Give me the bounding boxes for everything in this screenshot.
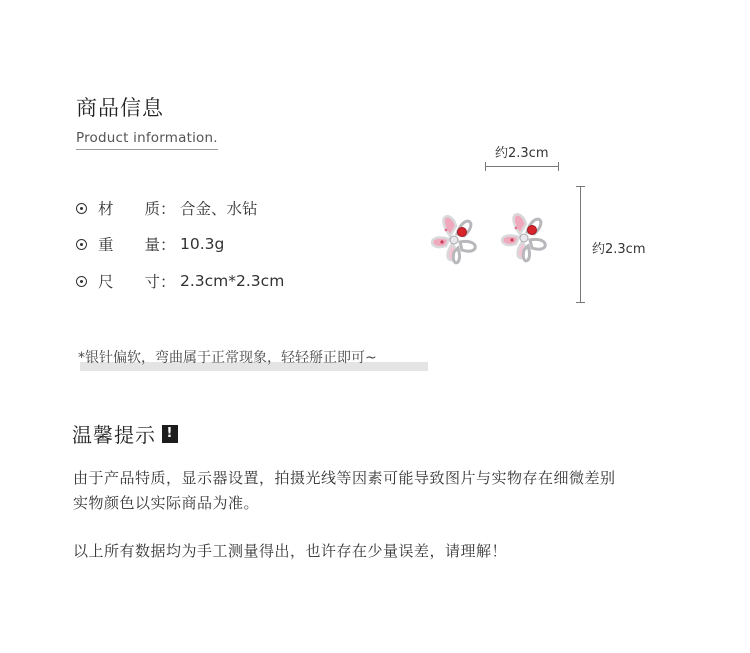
width-line-cap: [485, 162, 486, 171]
height-line: [580, 186, 581, 303]
spec-label: 尺 寸：: [98, 273, 176, 291]
left-earring: [432, 216, 475, 263]
care-note: *银针偏软，弯曲属于正常现象，轻轻掰正即可~: [78, 350, 377, 366]
width-label: 约2.3cm: [495, 146, 549, 161]
tips-line-1: 由于产品特质，显示器设置，拍摄光线等因素可能导致图片与实物存在细微差别: [73, 469, 616, 487]
bullet-icon: [76, 239, 87, 250]
tips-title-text: 温馨提示: [72, 423, 156, 447]
bullet-icon: [76, 203, 87, 214]
tips-line-2: 实物颜色以实际商品为准。: [73, 494, 260, 512]
spec-label: 材 质：: [98, 200, 176, 218]
bullet-icon: [76, 276, 87, 287]
spec-row-weight: [76, 232, 224, 256]
subtitle-underline: [76, 149, 218, 150]
height-line-cap: [576, 186, 585, 187]
earring-product-image: [420, 206, 560, 272]
spec-value: 2.3cm*2.3cm: [180, 272, 285, 290]
spec-row-material: [76, 196, 258, 220]
spec-value: 10.3g: [180, 235, 225, 253]
spec-value: 合金、水钻: [180, 200, 258, 218]
spec-row-size: [76, 269, 284, 293]
spec-label: 重 量：: [98, 236, 176, 254]
product-info-title: 商品信息: [76, 96, 164, 120]
tips-line-3: 以上所有数据均为手工测量得出，也许存在少量误差，请理解！: [73, 542, 508, 560]
tips-title: [72, 419, 178, 448]
exclamation-icon: !: [162, 425, 178, 443]
height-label: 约2.3cm: [592, 242, 646, 257]
width-line: [485, 166, 559, 167]
width-line-cap: [558, 162, 559, 171]
product-info-subtitle: Product information.: [76, 130, 218, 146]
height-line-cap: [576, 302, 585, 303]
right-earring: [502, 214, 545, 261]
